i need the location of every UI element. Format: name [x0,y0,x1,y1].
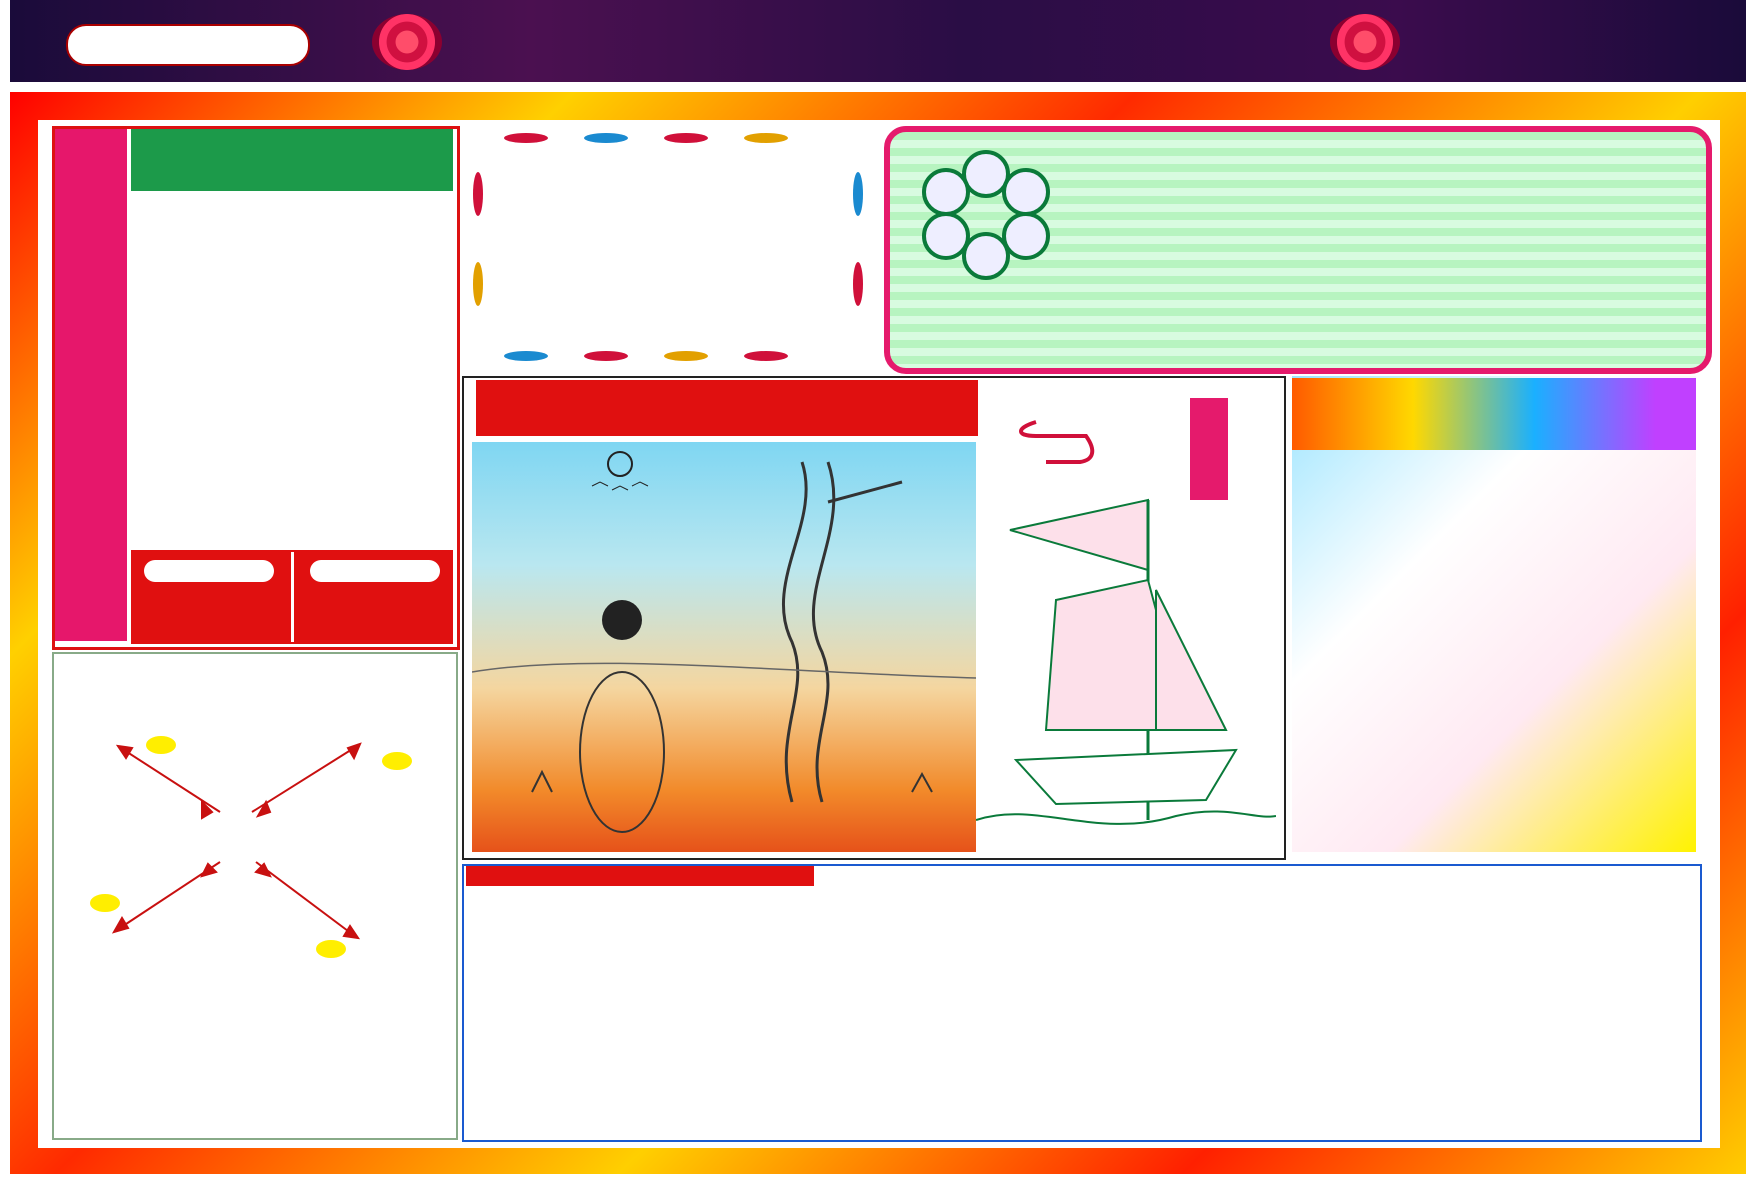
authority-banner [476,380,978,436]
fish-border [466,124,870,364]
tag-chong [316,940,346,958]
category-title [1292,378,1696,450]
total-label [144,560,274,582]
results-header [466,866,814,886]
total-prediction [134,556,284,636]
provider-heading [131,194,453,248]
accuracy-heading [131,129,453,191]
tag-liuhe [90,894,120,912]
special-prediction [300,556,450,636]
zodiac-arrows [52,652,454,1136]
rings-logo [918,150,1048,280]
special-label [310,560,440,582]
trend-grid [820,868,1696,1136]
tag-sanhe-1 [146,736,176,754]
vertical-title [55,129,127,641]
decode-sign [1190,398,1228,500]
sailboat-drawing [976,400,1276,850]
tag-sanhe-2 [382,752,412,770]
divider [291,552,294,642]
painting-lines [472,442,976,852]
rose-ornament-right [1330,14,1400,70]
rose-ornament-left [372,14,442,70]
issue-number [66,24,310,66]
